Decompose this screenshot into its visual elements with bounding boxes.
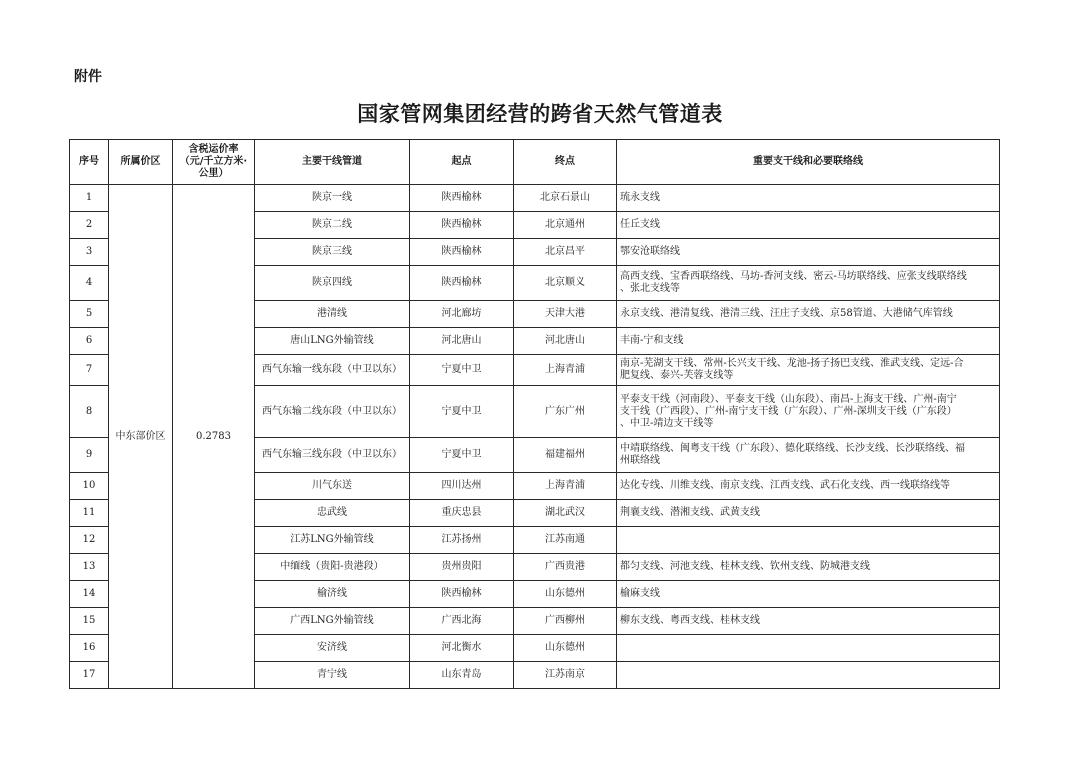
branches-line-2: 州联络线	[620, 455, 660, 466]
branches-line-1: 鄂安沧联络线	[620, 246, 680, 257]
row-end: 北京顺义	[514, 266, 617, 301]
header-rate-line-3: 公里）	[198, 168, 229, 179]
row-branches	[617, 500, 1000, 527]
row-start: 广西北海	[410, 608, 514, 635]
branches-line-3: 、中卫-靖边支干线等	[620, 417, 714, 429]
row-end: 河北唐山	[514, 328, 617, 355]
row-branches	[617, 212, 1000, 239]
row-trunk: 忠武线	[255, 500, 410, 527]
branches-line-1: 榆麻支线	[620, 588, 660, 599]
row-branches	[617, 662, 1000, 689]
branches-line-1: 琉永支线	[620, 192, 660, 203]
row-trunk: 陕京二线	[255, 212, 410, 239]
row-trunk: 安济线	[255, 635, 410, 662]
branches-line-2: 支干线（广西段）、广州-南宁支干线（广东段）、广州-深圳支干线（广东段）	[620, 405, 957, 417]
row-branches	[617, 473, 1000, 500]
header-branches: 重要支干线和必要联络线	[617, 140, 1000, 185]
row-branches	[617, 581, 1000, 608]
branches-line-1: 都匀支线、河池支线、桂林支线、钦州支线、防城港支线	[620, 561, 870, 572]
row-branches	[617, 527, 1000, 554]
row-end: 福建福州	[514, 438, 617, 473]
row-seq: 12	[70, 527, 109, 554]
rate-cell: 0.2783	[173, 185, 255, 689]
branches-line-1: 达化专线、川维支线、南京支线、江西支线、武石化支线、西一线联络线等	[620, 480, 950, 491]
row-trunk: 港清线	[255, 301, 410, 328]
row-seq: 1	[70, 185, 109, 212]
branches-line-1: 南京-芜湖支干线、常州-长兴支干线、龙池-扬子扬巴支线、淮武支线、定远-合	[620, 358, 964, 369]
header-region: 所属价区	[109, 140, 173, 185]
region-cell: 中东部价区	[109, 185, 173, 689]
row-seq: 2	[70, 212, 109, 239]
row-end: 北京昌平	[514, 239, 617, 266]
row-seq: 3	[70, 239, 109, 266]
row-start: 重庆忠县	[410, 500, 514, 527]
row-end: 北京石景山	[514, 185, 617, 212]
annex-label: 附件	[74, 69, 102, 85]
row-trunk: 西气东输一线东段（中卫以东）	[255, 355, 410, 386]
row-start: 陕西榆林	[410, 185, 514, 212]
row-seq: 6	[70, 328, 109, 355]
row-branches	[617, 635, 1000, 662]
row-seq: 17	[70, 662, 109, 689]
row-start: 宁夏中卫	[410, 438, 514, 473]
row-branches	[617, 438, 1000, 473]
row-end: 山东德州	[514, 635, 617, 662]
row-branches	[617, 608, 1000, 635]
row-start: 陕西榆林	[410, 581, 514, 608]
row-seq: 8	[70, 386, 109, 438]
branches-line-1: 丰南-宁和支线	[620, 335, 684, 346]
row-seq: 10	[70, 473, 109, 500]
row-branches	[617, 266, 1000, 301]
row-end: 北京通州	[514, 212, 617, 239]
branches-line-2: 、张北支线等	[620, 283, 680, 294]
row-start: 河北衡水	[410, 635, 514, 662]
row-start: 四川达州	[410, 473, 514, 500]
row-seq: 9	[70, 438, 109, 473]
branches-line-2: 肥复线、泰兴-芙蓉支线等	[620, 370, 734, 381]
row-trunk: 陕京四线	[255, 266, 410, 301]
branches-line-1: 高西支线、宝香西联络线、马坊-香河支线、密云-马坊联络线、应张支线联络线	[620, 271, 967, 282]
branches-line-1: 柳东支线、粤西支线、桂林支线	[620, 615, 760, 626]
row-start: 陕西榆林	[410, 239, 514, 266]
row-branches	[617, 554, 1000, 581]
row-start: 陕西榆林	[410, 266, 514, 301]
header-end: 终点	[514, 140, 617, 185]
branches-line-1: 中靖联络线、闽粤支干线（广东段）、德化联络线、长沙支线、长沙联络线、福	[620, 443, 965, 454]
table-row	[70, 185, 1000, 212]
row-branches	[617, 301, 1000, 328]
row-trunk: 唐山LNG外输管线	[255, 328, 410, 355]
row-start: 山东青岛	[410, 662, 514, 689]
row-trunk: 江苏LNG外输管线	[255, 527, 410, 554]
row-seq: 7	[70, 355, 109, 386]
document-title: 国家管网集团经营的跨省天然气管道表	[357, 101, 723, 126]
row-end: 山东德州	[514, 581, 617, 608]
header-rate	[173, 140, 255, 185]
row-branches	[617, 239, 1000, 266]
branches-line-1: 平泰支干线（河南段）、平泰支干线（山东段）、南昌-上海支干线、广州-南宁	[620, 393, 957, 405]
row-start: 江苏扬州	[410, 527, 514, 554]
row-start: 河北唐山	[410, 328, 514, 355]
row-end: 广东广州	[514, 386, 617, 438]
branches-line-1: 荆襄支线、潜湘支线、武黄支线	[620, 507, 760, 518]
header-start: 起点	[410, 140, 514, 185]
row-start: 河北廊坊	[410, 301, 514, 328]
pipeline-table	[69, 139, 1000, 689]
row-trunk: 陕京三线	[255, 239, 410, 266]
row-start: 宁夏中卫	[410, 386, 514, 438]
row-end: 上海青浦	[514, 473, 617, 500]
row-seq: 13	[70, 554, 109, 581]
row-end: 江苏南京	[514, 662, 617, 689]
row-seq: 16	[70, 635, 109, 662]
header-seq: 序号	[70, 140, 109, 185]
header-rate-line-1: 含税运价率	[188, 144, 239, 155]
row-trunk: 西气东输二线东段（中卫以东）	[255, 386, 410, 438]
row-trunk: 榆济线	[255, 581, 410, 608]
row-trunk: 中缅线（贵阳-贵港段）	[255, 554, 410, 581]
row-end: 天津大港	[514, 301, 617, 328]
row-trunk: 陕京一线	[255, 185, 410, 212]
row-seq: 5	[70, 301, 109, 328]
row-end: 江苏南通	[514, 527, 617, 554]
branches-line-1: 任丘支线	[620, 219, 660, 230]
row-end: 广西贵港	[514, 554, 617, 581]
row-seq: 4	[70, 266, 109, 301]
row-branches	[617, 386, 1000, 438]
row-branches	[617, 355, 1000, 386]
row-seq: 15	[70, 608, 109, 635]
row-branches	[617, 185, 1000, 212]
row-end: 广西柳州	[514, 608, 617, 635]
row-trunk: 川气东送	[255, 473, 410, 500]
row-seq: 11	[70, 500, 109, 527]
row-end: 湖北武汉	[514, 500, 617, 527]
table-header-row	[70, 140, 1000, 185]
row-seq: 14	[70, 581, 109, 608]
header-trunk: 主要干线管道	[255, 140, 410, 185]
row-end: 上海青浦	[514, 355, 617, 386]
header-rate-line-2: （元/千立方米·	[179, 156, 248, 167]
row-branches	[617, 328, 1000, 355]
row-start: 贵州贵阳	[410, 554, 514, 581]
row-start: 陕西榆林	[410, 212, 514, 239]
branches-line-1: 永京支线、港清复线、港清三线、汪庄子支线、京58管道、大港储气库管线	[620, 308, 953, 319]
row-trunk: 广西LNG外输管线	[255, 608, 410, 635]
row-trunk: 青宁线	[255, 662, 410, 689]
row-trunk: 西气东输三线东段（中卫以东）	[255, 438, 410, 473]
row-start: 宁夏中卫	[410, 355, 514, 386]
